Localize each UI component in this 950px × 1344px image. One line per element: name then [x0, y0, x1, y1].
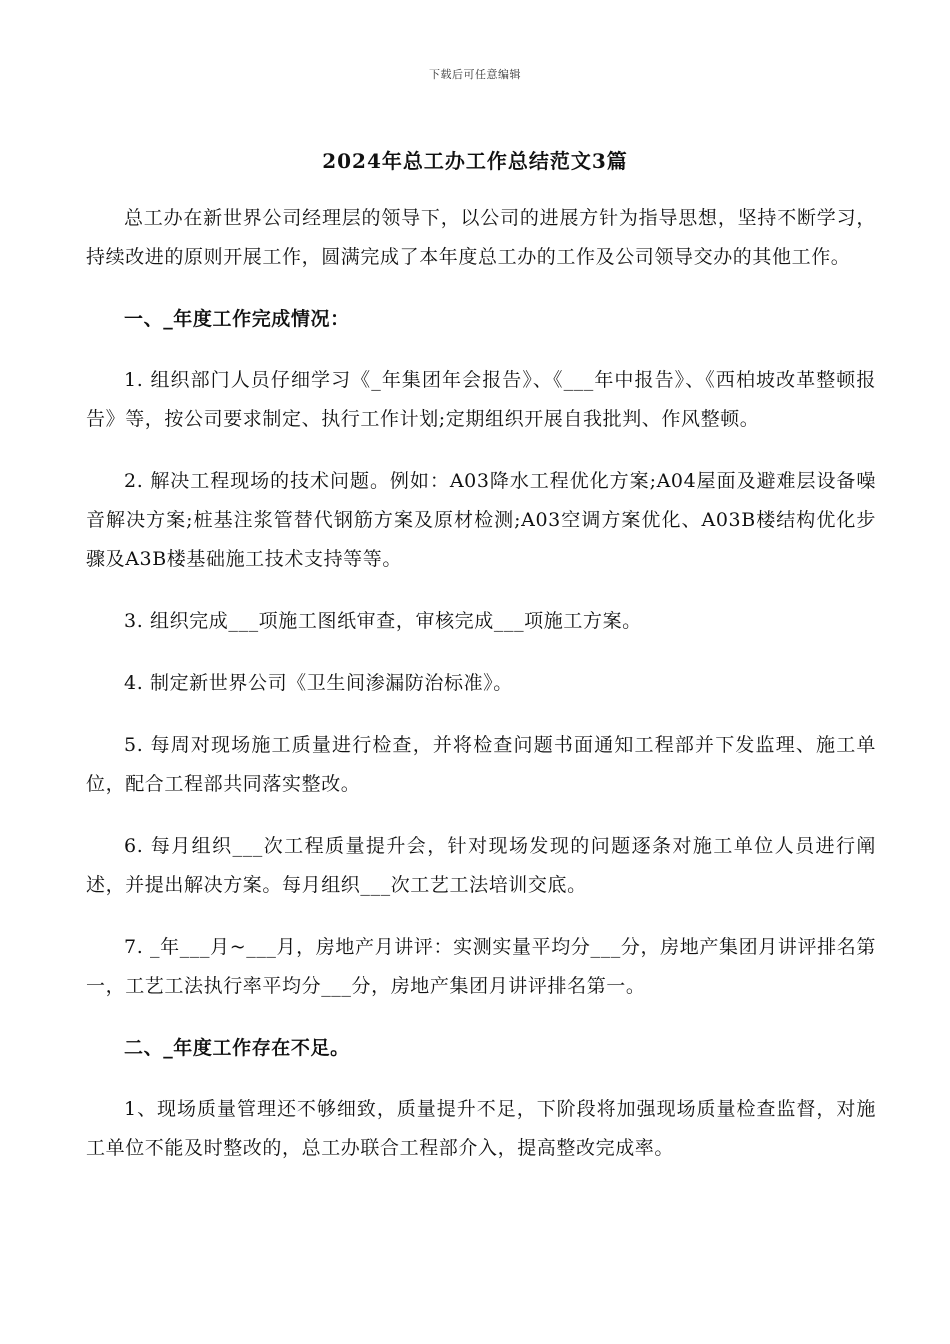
- section-1-item-1: 1. 组织部门人员仔细学习《_年集团年会报告》、《___年中报告》、《西柏坡改革整顿报告》等，按公司要求制定、执行工作计划;定期组织开展自我批判、作风整顿。: [86, 369, 876, 430]
- section-1-item-5: 5. 每周对现场施工质量进行检查，并将检查问题书面通知工程部并下发监理、施工单位，配合工程部共同落实整改。: [86, 734, 876, 795]
- section-1-item-4: 4. 制定新世界公司《卫生间渗漏防治标准》。: [124, 672, 513, 694]
- section-1-item-6: 6. 每月组织___次工程质量提升会，针对现场发现的问题逐条对施工单位人员进行阐述，并提出解决方案。每月组织___次工艺工法培训交底。: [86, 835, 876, 896]
- section-2-item-1: 1、现场质量管理还不够细致，质量提升不足，下阶段将加强现场质量检查监督，对施工单位不能及时整改的，总工办联合工程部介入，提高整改完成率。: [86, 1098, 876, 1159]
- section-1-item-3: 3. 组织完成___项施工图纸审查，审核完成___项施工方案。: [124, 610, 642, 632]
- section-1-item-7: 7. _年___月~___月，房地产月讲评：实测实量平均分___分，房地产集团月讲评排名第一，工艺工法执行率平均分___分，房地产集团月讲评排名第一。: [86, 936, 876, 997]
- section-1-heading: 一、_年度工作完成情况：: [124, 308, 350, 330]
- section-1-item-2: 2. 解决工程现场的技术问题。例如：A03降水工程优化方案;A04屋面及避难层设备噪音解决方案;桩基注浆管替代钢筋方案及原材检测;A03空调方案优化、A03B楼结构优化步骤及A3B楼基础施工技术支持等等。: [86, 470, 876, 570]
- section-2-heading: 二、_年度工作存在不足。: [124, 1037, 350, 1059]
- intro-paragraph: 总工办在新世界公司经理层的领导下，以公司的进展方针为指导思想，坚持不断学习，持续改进的原则开展工作，圆满完成了本年度总工办的工作及公司领导交办的其他工作。: [86, 207, 876, 268]
- document-body: [86, 199, 876, 1168]
- header-note: 下载后可任意编辑: [429, 68, 521, 81]
- document-title: 2024年总工办工作总结范文3篇: [322, 149, 628, 173]
